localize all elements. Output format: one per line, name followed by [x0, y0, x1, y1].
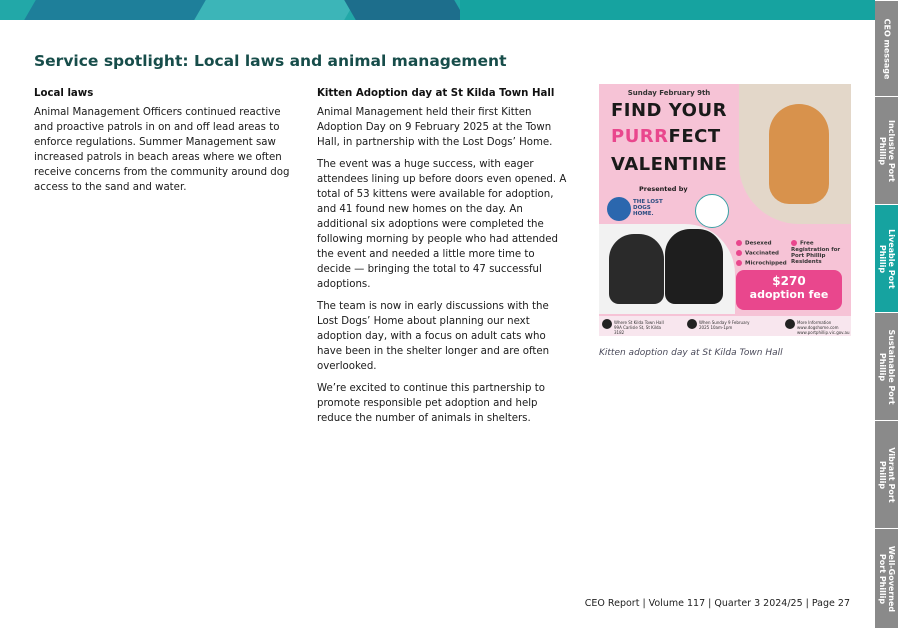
fee-label: adoption fee [749, 288, 829, 301]
kitten-adoption-section [317, 87, 571, 433]
poster-caption: Kitten adoption day at St Kilda Town Hall [599, 348, 783, 358]
tab-sustainable[interactable]: Sustainable Port Phillip [875, 312, 898, 421]
tab-vibrant[interactable]: Vibrant Port Phillip [875, 420, 898, 529]
poster-where: Where St Kilda Town Hall 99A Carlisle St, St Kilda 3182 [614, 320, 664, 335]
tab-well-governed[interactable]: Well-Governed Port Phillip [875, 528, 898, 628]
kitten-adoption-poster [599, 84, 851, 336]
kitten-1 [609, 234, 664, 304]
ginger-kitten-photo [739, 84, 851, 224]
kitten-paragraph-1: Animal Management held their first Kitten Adoption Day on 9 February 2025 at the Town Hall, in partnership with the Lost Dogs’ Home. [317, 107, 553, 148]
globe-icon [785, 319, 795, 329]
lost-dogs-home-name: THE LOST DOGS HOME. [633, 199, 663, 217]
kitten-adoption-heading: Kitten Adoption day at St Kilda Town Hall [317, 88, 555, 99]
city-of-port-phillip-logo [695, 194, 729, 228]
page-footer: CEO Report | Volume 117 | Quarter 3 2024/25 | Page 27 [584, 598, 850, 609]
tab-liveable[interactable]: Liveable Port Phillip [875, 204, 898, 313]
poster-bullet: Desexed [736, 240, 772, 247]
lost-dogs-home-logo [607, 197, 631, 221]
poster-when: When Sunday 9 February 2025 10am-1pm [699, 320, 750, 330]
kitten-paragraph-3: The team is now in early discussions with the Lost Dogs’ Home about planning our next adoption day, with a focus on adult cats who have been in the shelter longer and are often overlooked. [317, 301, 550, 372]
poster-presented-by: Presented by [639, 185, 688, 193]
header-banner [0, 0, 875, 20]
poster-bullet-free: Free Registration for Port Phillip Residents [791, 240, 841, 265]
local-laws-section [34, 87, 292, 202]
poster-headline-3: VALENTINE [611, 154, 728, 175]
fee-amount: $270 [772, 274, 806, 288]
page-title: Service spotlight: Local laws and animal management [34, 52, 507, 70]
poster-headline-2: PURRFECT [611, 126, 721, 147]
poster-headline-1: FIND YOUR [611, 100, 727, 121]
tab-inclusive[interactable]: Inclusive Port Phillip [875, 96, 898, 205]
local-laws-paragraph: Animal Management Officers continued reactive and proactive patrols in on and off lead areas to enforce regulations. Summer Management saw increased patrols in beach areas where we often receive concerns from the community around dog access to the sand and water. [34, 107, 290, 193]
section-tabs [875, 0, 898, 627]
poster-bullet: Microchipped [736, 260, 787, 267]
local-laws-heading: Local laws [34, 88, 94, 99]
location-pin-icon [602, 319, 612, 329]
kitten-paragraph-2: The event was a huge success, with eager attendees lining up before doors even opened. A total of 53 kittens were available for adoption, and 41 found new homes on the day. An additional six adoptions were completed the following morning by people who had attended the event and needed a little more time to decide — bringing the total to 47 successful adoptions. [317, 159, 567, 290]
clock-icon [687, 319, 697, 329]
adoption-fee-badge [736, 270, 842, 310]
poster-info: More Information www.dogshome.com www.portphillip.vic.gov.au [797, 320, 850, 335]
poster-bullet: Vaccinated [736, 250, 779, 257]
kitten-paragraph-4: We’re excited to continue this partnership to promote responsible pet adoption and help reduce the number of animals in shelters. [317, 383, 545, 424]
kitten-2 [665, 229, 723, 304]
tab-ceo-message[interactable]: CEO message [875, 0, 898, 97]
poster-date: Sunday February 9th [627, 89, 711, 97]
